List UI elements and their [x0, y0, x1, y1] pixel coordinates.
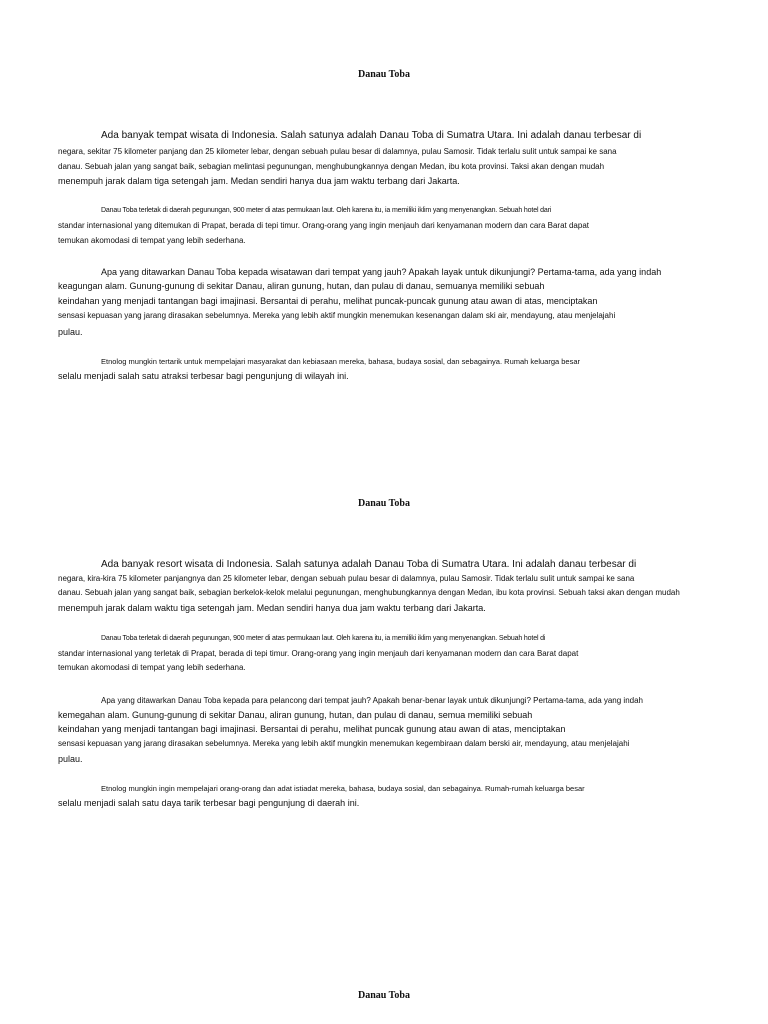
text-line: Danau Toba terletak di daerah pegunungan, 900 meter di atas permukaan laut. Oleh karena itu, ia memiliki iklim yang menyenangkan. Sebuah hotel di [101, 635, 546, 642]
text-line: danau. Sebuah jalan yang sangat baik, sebagian berkelok-kelok melalui pegunungan, menghubungkannya dengan Medan, ibu kota provinsi. Sebuah taksi akan dengan mudah [58, 588, 680, 597]
text-line: temukan akomodasi di tempat yang lebih sederhana. [58, 236, 246, 245]
text-line: sensasi kepuasan yang jarang dirasakan sebelumnya. Mereka yang lebih aktif mungkin menemukan kegembiraan dalam berski air, mendayung, atau menjelajahi [58, 739, 630, 748]
text-line: keindahan yang menjadi tantangan bagi imajinasi. Bersantai di perahu, melihat puncak-puncak gunung atau awan di atas, menciptakan [58, 296, 598, 306]
text-line: temukan akomodasi di tempat yang lebih sederhana. [58, 663, 246, 672]
text-line: Ada banyak resort wisata di Indonesia. Salah satunya adalah Danau Toba di Sumatra Utara. Ini adalah danau terbesar di [101, 559, 637, 570]
text-line: selalu menjadi salah satu atraksi terbesar bagi pengunjung di wilayah ini. [58, 371, 349, 381]
text-line: keindahan yang menjadi tantangan bagi imajinasi. Bersantai di perahu, melihat puncak gunung atau awan di atas, menciptakan [58, 724, 566, 734]
text-line: Etnolog mungkin ingin mempelajari orang-orang dan adat istiadat mereka, bahasa, budaya sosial, dan sebagainya. Rumah-rumah keluarga besar [101, 784, 585, 793]
page-title: Danau Toba [358, 990, 410, 1001]
text-line: Apa yang ditawarkan Danau Toba kepada para pelancong dari tempat jauh? Apakah benar-benar layak untuk dikunjungi? Pertama-tama, ada yang indah [101, 696, 644, 705]
page-title: Danau Toba [358, 69, 410, 80]
text-line: negara, kira-kira 75 kilometer panjangnya dan 25 kilometer lebar, dengan sebuah pulau besar di dalamnya, pulau Samosir. Tidak terlalu sulit untuk sampai ke sana [58, 574, 635, 583]
text-line: Ada banyak tempat wisata di Indonesia. Salah satunya adalah Danau Toba di Sumatra Utara. Ini adalah danau terbesar di [101, 130, 642, 141]
page-title: Danau Toba [358, 498, 410, 509]
text-line: pulau. [58, 327, 83, 337]
text-line: kemegahan alam. Gunung-gunung di sekitar Danau, aliran gunung, hutan, dan pulau di danau, semua memiliki sebuah [58, 710, 533, 720]
text-line: standar internasional yang ditemukan di Prapat, berada di tepi timur. Orang-orang yang ingin menjauh dari kenyamanan modern dan cara Barat dapat [58, 221, 589, 230]
text-line: menempuh jarak dalam tiga setengah jam. Medan sendiri hanya dua jam waktu terbang dari Jakarta. [58, 176, 460, 186]
text-line: Danau Toba terletak di daerah pegunungan, 900 meter di atas permukaan laut. Oleh karena itu, ia memiliki iklim yang menyenangkan. Sebuah hotel dari [101, 207, 552, 214]
text-line: standar internasional yang terletak di Prapat, berada di tepi timur. Orang-orang yang ingin menjauh dari kenyamanan modern dan cara Barat dapat [58, 649, 579, 658]
text-line: Etnolog mungkin tertarik untuk mempelajari masyarakat dan kebiasaan mereka, bahasa, budaya sosial, dan sebagainya. Rumah keluarga besar [101, 357, 581, 366]
text-line: sensasi kepuasan yang jarang dirasakan sebelumnya. Mereka yang lebih aktif mungkin menemukan kesenangan dalam ski air, mendayung, atau menjelajahi [58, 311, 616, 320]
text-line: negara, sekitar 75 kilometer panjang dan 25 kilometer lebar, dengan sebuah pulau besar di dalamnya, pulau Samosir. Tidak terlalu sulit untuk sampai ke sana [58, 147, 617, 156]
text-line: pulau. [58, 754, 83, 764]
text-line: danau. Sebuah jalan yang sangat baik, sebagian melintasi pegunungan, menghubungkannya dengan Medan, ibu kota provinsi. Taksi akan dengan mudah [58, 162, 605, 171]
text-line: keagungan alam. Gunung-gunung di sekitar Danau, aliran gunung, hutan, dan pulau di danau, semuanya memiliki sebuah [58, 281, 545, 291]
text-line: Apa yang ditawarkan Danau Toba kepada wisatawan dari tempat yang jauh? Apakah layak untuk dikunjungi? Pertama-tama, ada yang indah [101, 267, 662, 277]
text-line: selalu menjadi salah satu daya tarik terbesar bagi pengunjung di daerah ini. [58, 798, 360, 808]
text-line: menempuh jarak dalam waktu tiga setengah jam. Medan sendiri hanya dua jam waktu terbang dari Jakarta. [58, 603, 486, 613]
